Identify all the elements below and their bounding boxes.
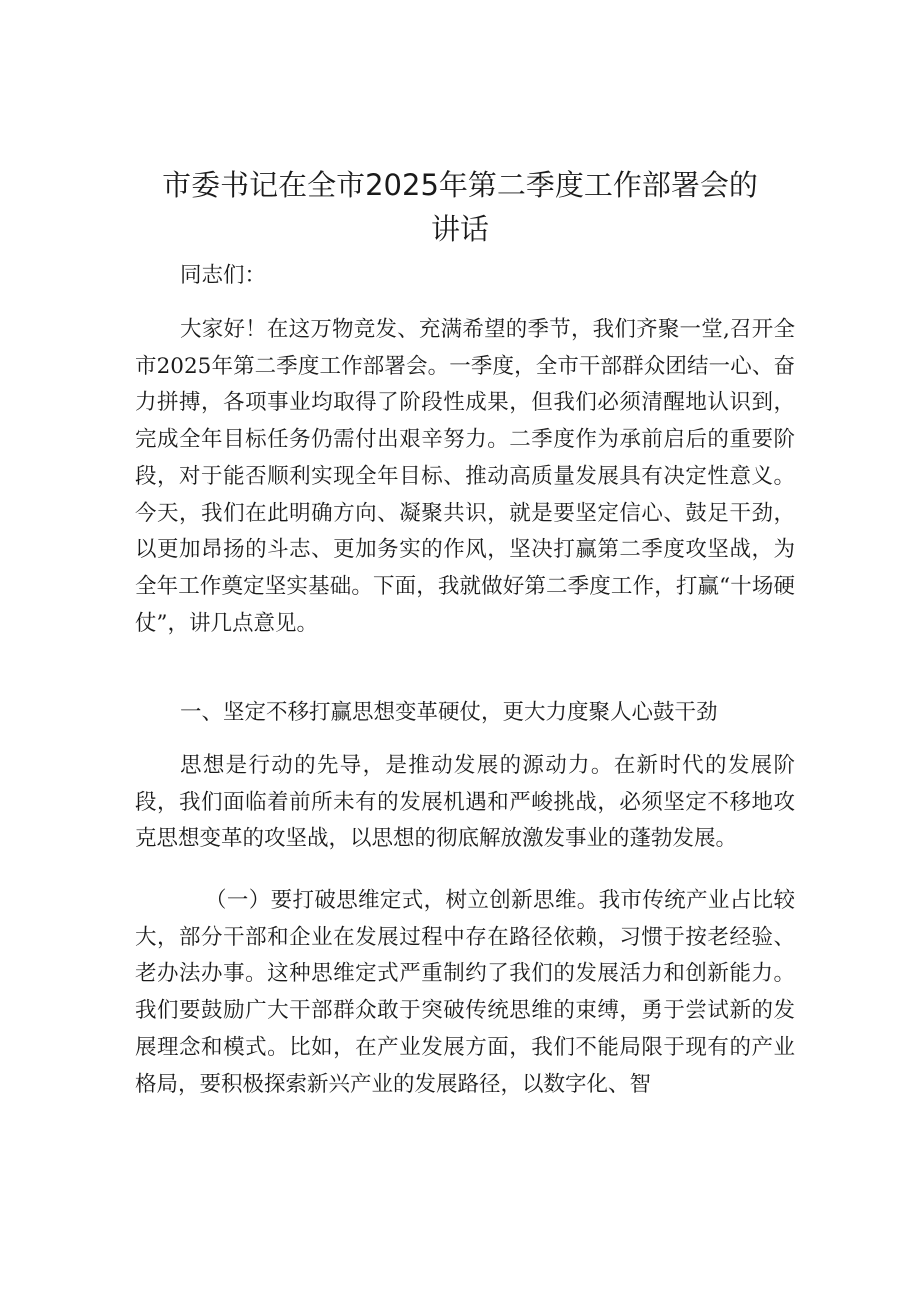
subsection-paragraph: （一）要打破思维定式，树立创新思维。我市传统产业占比较大，部分干部和企业在发展过程中存在路径依赖，习惯于按老经验、老办法办事。这种思维定式严重制约了我们的发展活力和创新能力。我们要鼓励广大干部群众敢于突破传统思维的束缚，勇于尝试新的发展理念和模式。比如，在产业发展方面，我们不能局限于现有的产业格局，要积极探索新兴产业的发展路径，以数字化、智 [135,888,795,1097]
salutation: 同志们： [180,263,267,288]
section-heading: 一、坚定不移打赢思想变革硬仗，更大力度聚人心鼓干劲 [180,700,718,725]
document-title-line1: 市委书记在全市2025年第二季度工作部署会的 [162,168,758,202]
section-body-paragraph: 思想是行动的先导，是推动发展的源动力。在新时代的发展阶段，我们面临着前所未有的发展机遇和严峻挑战，必须坚定不移地攻克思想变革的攻坚战，以思想的彻底解放激发事业的蓬勃发展。 [135,753,795,852]
document-title-line2: 讲话 [430,212,489,246]
intro-paragraph: 大家好！在这万物竞发、充满希望的季节，我们齐聚一堂,召开全市2025年第二季度工作部署会。一季度，全市干部群众团结一心、奋力拼搏，各项事业均取得了阶段性成果，但我们必须清醒地认识到，完成全年目标任务仍需付出艰辛努力。二季度作为承前启后的重要阶段，对于能否顺利实现全年目标、推动高质量发展具有决定性意义。今天，我们在此明确方向、凝聚共识，就是要坚定信心、鼓足干劲，以更加昂扬的斗志、更加务实的作风，坚决打赢第二季度攻坚战，为全年工作奠定坚实基础。下面，我就做好第二季度工作，打赢“十场硬仗”，讲几点意见。 [135,317,795,636]
